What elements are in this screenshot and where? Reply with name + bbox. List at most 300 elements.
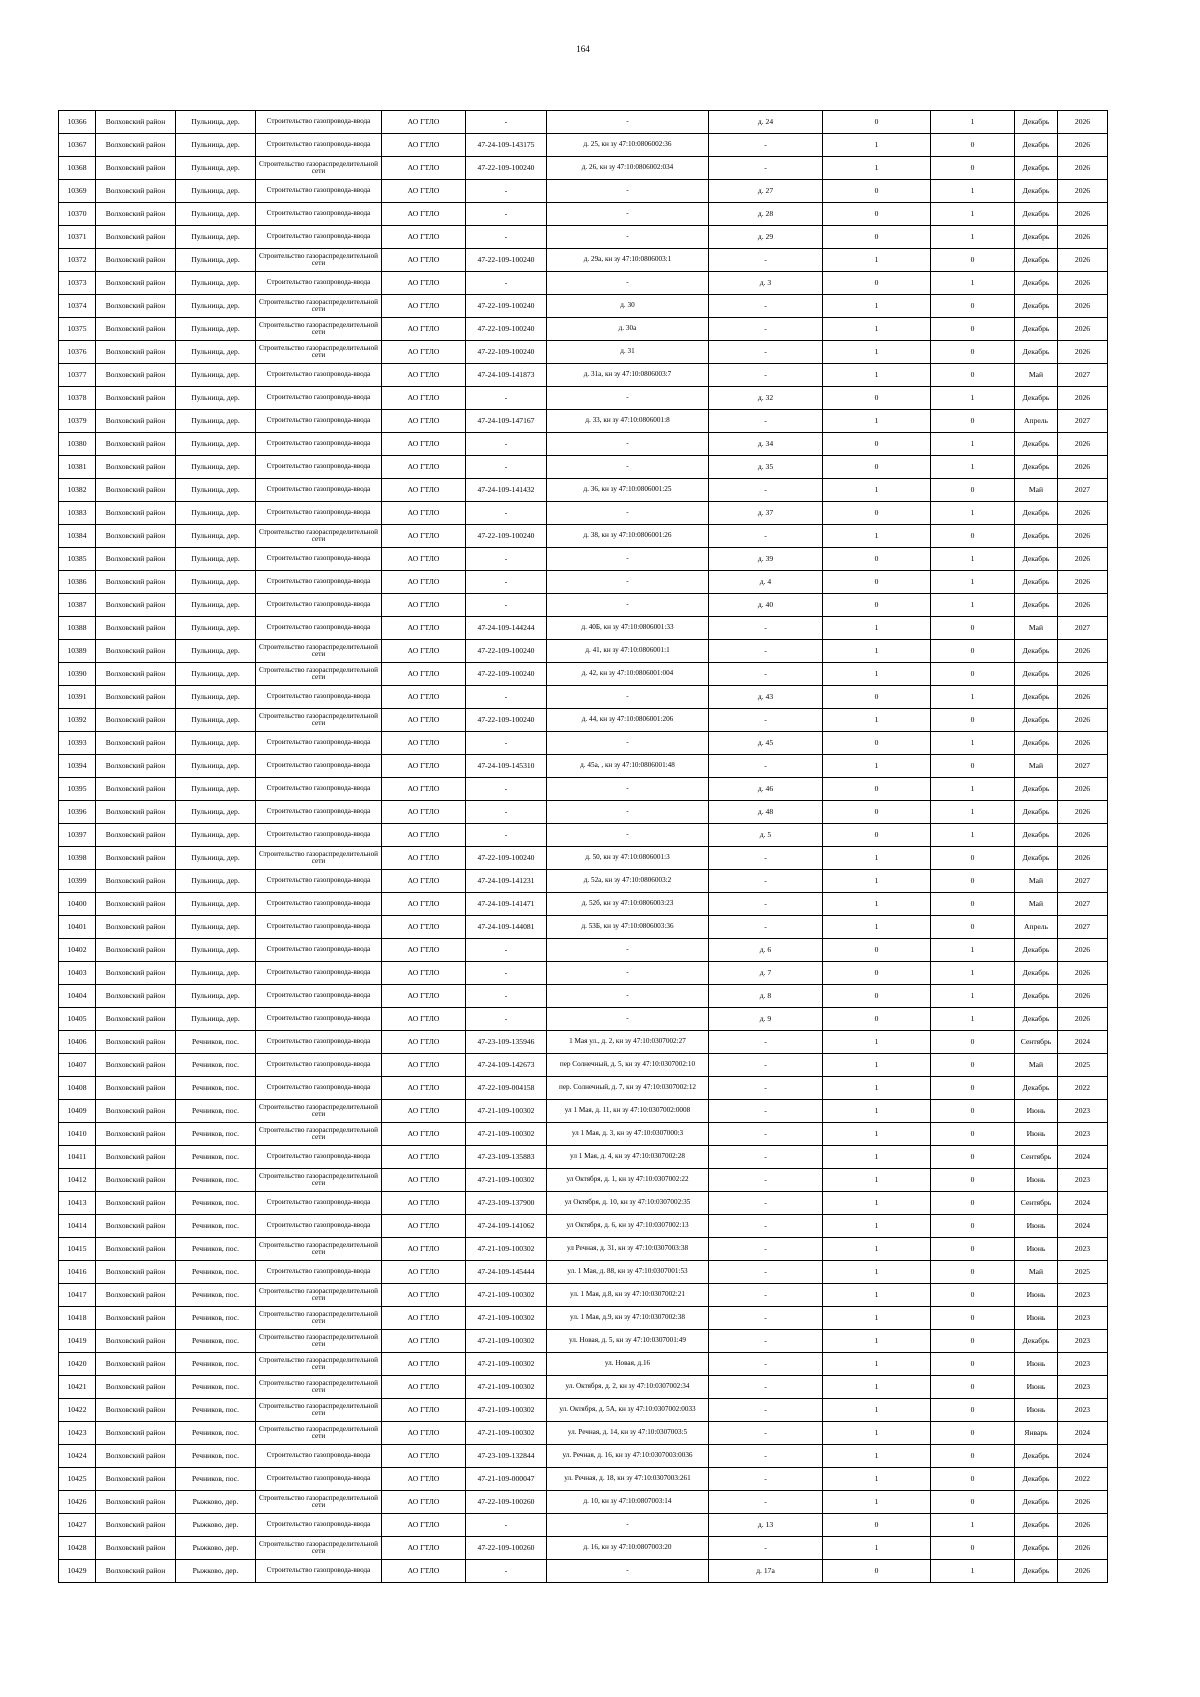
cell-qty-b: 1: [931, 272, 1015, 295]
cell-year: 2026: [1058, 709, 1108, 732]
cell-permit-number: 47-21-109-000047: [466, 1468, 547, 1491]
cell-district: Волховский район: [96, 1008, 176, 1031]
cell-qty-b: 0: [931, 663, 1015, 686]
cell-qty-a: 0: [823, 686, 931, 709]
cell-settlement: Речников, пос.: [176, 1284, 256, 1307]
cell-qty-b: 0: [931, 640, 1015, 663]
cell-contractor: АО ГТЛО: [382, 203, 466, 226]
cell-month: Декабрь: [1015, 272, 1058, 295]
cell-district: Волховский район: [96, 226, 176, 249]
cell-work-type: Строительство газораспределительной сети: [256, 1353, 382, 1376]
cell-house-number: д. 7: [709, 962, 823, 985]
cell-qty-b: 0: [931, 916, 1015, 939]
cell-year: 2026: [1058, 111, 1108, 134]
cell-qty-a: 1: [823, 1123, 931, 1146]
cell-qty-a: 1: [823, 318, 931, 341]
cell-year: 2026: [1058, 1514, 1108, 1537]
cell-year: 2026: [1058, 249, 1108, 272]
cell-settlement: Пульница, дер.: [176, 479, 256, 502]
table-row: [59, 617, 1108, 640]
cell-work-type: Строительство газопровода-ввода: [256, 778, 382, 801]
cell-qty-b: 0: [931, 249, 1015, 272]
cell-work-type: Строительство газопровода-ввода: [256, 1146, 382, 1169]
cell-month: Декабрь: [1015, 847, 1058, 870]
table-row: [59, 1192, 1108, 1215]
cell-permit-number: 47-22-109-100240: [466, 640, 547, 663]
cell-year: 2026: [1058, 433, 1108, 456]
cell-district: Волховский район: [96, 502, 176, 525]
cell-settlement: Рыжково, дер.: [176, 1560, 256, 1583]
cell-row-number: 10389: [59, 640, 96, 663]
cell-permit-number: 47-22-109-100260: [466, 1491, 547, 1514]
cell-permit-number: 47-21-109-100302: [466, 1422, 547, 1445]
cell-settlement: Речников, пос.: [176, 1376, 256, 1399]
cell-qty-b: 1: [931, 1514, 1015, 1537]
cell-qty-a: 1: [823, 1537, 931, 1560]
cell-house-number: -: [709, 1077, 823, 1100]
table-row: [59, 1537, 1108, 1560]
cell-address-cadastral: д. 31а, кн зу 47:10:0806003:7: [547, 364, 709, 387]
cell-year: 2026: [1058, 134, 1108, 157]
cell-contractor: АО ГТЛО: [382, 962, 466, 985]
cell-row-number: 10397: [59, 824, 96, 847]
cell-permit-number: 47-22-109-100240: [466, 295, 547, 318]
cell-month: Декабрь: [1015, 318, 1058, 341]
cell-permit-number: -: [466, 939, 547, 962]
cell-settlement: Пульница, дер.: [176, 893, 256, 916]
cell-settlement: Пульница, дер.: [176, 732, 256, 755]
cell-house-number: -: [709, 1284, 823, 1307]
cell-contractor: АО ГТЛО: [382, 1491, 466, 1514]
table-row: [59, 1238, 1108, 1261]
cell-address-cadastral: ул Октября, д. 6, кн зу 47:10:0307002:13: [547, 1215, 709, 1238]
cell-year: 2024: [1058, 1146, 1108, 1169]
cell-qty-b: 0: [931, 1077, 1015, 1100]
cell-row-number: 10375: [59, 318, 96, 341]
cell-house-number: д. 24: [709, 111, 823, 134]
cell-settlement: Пульница, дер.: [176, 962, 256, 985]
cell-month: Декабрь: [1015, 801, 1058, 824]
cell-permit-number: 47-21-109-100302: [466, 1330, 547, 1353]
cell-permit-number: 47-22-109-100240: [466, 249, 547, 272]
cell-month: Декабрь: [1015, 1077, 1058, 1100]
cell-settlement: Речников, пос.: [176, 1238, 256, 1261]
cell-house-number: -: [709, 893, 823, 916]
cell-contractor: АО ГТЛО: [382, 778, 466, 801]
cell-settlement: Пульница, дер.: [176, 686, 256, 709]
cell-permit-number: -: [466, 548, 547, 571]
cell-address-cadastral: д. 30: [547, 295, 709, 318]
cell-house-number: -: [709, 1261, 823, 1284]
cell-permit-number: 47-24-109-144244: [466, 617, 547, 640]
table-row: [59, 1100, 1108, 1123]
cell-permit-number: 47-21-109-100302: [466, 1284, 547, 1307]
cell-row-number: 10420: [59, 1353, 96, 1376]
cell-year: 2026: [1058, 663, 1108, 686]
cell-month: Декабрь: [1015, 686, 1058, 709]
cell-work-type: Строительство газопровода-ввода: [256, 893, 382, 916]
cell-year: 2027: [1058, 893, 1108, 916]
cell-work-type: Строительство газопровода-ввода: [256, 502, 382, 525]
cell-work-type: Строительство газораспределительной сети: [256, 1330, 382, 1353]
table-row: [59, 824, 1108, 847]
cell-qty-b: 0: [931, 1399, 1015, 1422]
cell-district: Волховский район: [96, 456, 176, 479]
cell-month: Декабрь: [1015, 1491, 1058, 1514]
cell-row-number: 10411: [59, 1146, 96, 1169]
cell-house-number: д. 34: [709, 433, 823, 456]
cell-qty-b: 1: [931, 548, 1015, 571]
cell-contractor: АО ГТЛО: [382, 111, 466, 134]
cell-house-number: д. 5: [709, 824, 823, 847]
cell-contractor: АО ГТЛО: [382, 410, 466, 433]
cell-qty-b: 0: [931, 1169, 1015, 1192]
cell-address-cadastral: д. 38, кн зу 47:10:0806001:26: [547, 525, 709, 548]
cell-district: Волховский район: [96, 525, 176, 548]
cell-month: Декабрь: [1015, 1008, 1058, 1031]
cell-year: 2026: [1058, 341, 1108, 364]
cell-month: Декабрь: [1015, 709, 1058, 732]
cell-row-number: 10417: [59, 1284, 96, 1307]
cell-house-number: д. 13: [709, 1514, 823, 1537]
cell-district: Волховский район: [96, 203, 176, 226]
cell-year: 2023: [1058, 1376, 1108, 1399]
cell-work-type: Строительство газопровода-ввода: [256, 479, 382, 502]
cell-qty-a: 1: [823, 525, 931, 548]
cell-year: 2022: [1058, 1468, 1108, 1491]
cell-qty-b: 1: [931, 433, 1015, 456]
cell-permit-number: -: [466, 1008, 547, 1031]
cell-district: Волховский район: [96, 1123, 176, 1146]
cell-contractor: АО ГТЛО: [382, 1215, 466, 1238]
cell-settlement: Рыжково, дер.: [176, 1491, 256, 1514]
table-row: [59, 847, 1108, 870]
cell-contractor: АО ГТЛО: [382, 1353, 466, 1376]
cell-permit-number: -: [466, 387, 547, 410]
cell-settlement: Пульница, дер.: [176, 364, 256, 387]
cell-permit-number: -: [466, 686, 547, 709]
cell-year: 2026: [1058, 502, 1108, 525]
cell-year: 2025: [1058, 1054, 1108, 1077]
cell-contractor: АО ГТЛО: [382, 364, 466, 387]
cell-qty-b: 0: [931, 479, 1015, 502]
table-row: [59, 1560, 1108, 1583]
cell-year: 2026: [1058, 387, 1108, 410]
cell-month: Июнь: [1015, 1215, 1058, 1238]
table-row: [59, 111, 1108, 134]
cell-row-number: 10424: [59, 1445, 96, 1468]
cell-row-number: 10418: [59, 1307, 96, 1330]
cell-qty-a: 1: [823, 1146, 931, 1169]
cell-qty-b: 0: [931, 1445, 1015, 1468]
cell-work-type: Строительство газопровода-ввода: [256, 456, 382, 479]
cell-row-number: 10412: [59, 1169, 96, 1192]
cell-settlement: Пульница, дер.: [176, 525, 256, 548]
cell-house-number: -: [709, 295, 823, 318]
cell-contractor: АО ГТЛО: [382, 1238, 466, 1261]
cell-house-number: д. 43: [709, 686, 823, 709]
table-row: [59, 1514, 1108, 1537]
cell-settlement: Пульница, дер.: [176, 870, 256, 893]
cell-settlement: Пульница, дер.: [176, 916, 256, 939]
cell-row-number: 10419: [59, 1330, 96, 1353]
cell-row-number: 10366: [59, 111, 96, 134]
cell-month: Июнь: [1015, 1238, 1058, 1261]
cell-settlement: Речников, пос.: [176, 1445, 256, 1468]
cell-settlement: Пульница, дер.: [176, 387, 256, 410]
table-row: [59, 203, 1108, 226]
cell-district: Волховский район: [96, 571, 176, 594]
cell-address-cadastral: д. 53Б, кн зу 47:10:0806003:36: [547, 916, 709, 939]
cell-district: Волховский район: [96, 1192, 176, 1215]
cell-permit-number: -: [466, 180, 547, 203]
table-row: [59, 272, 1108, 295]
cell-qty-b: 0: [931, 1468, 1015, 1491]
cell-contractor: АО ГТЛО: [382, 1261, 466, 1284]
cell-row-number: 10385: [59, 548, 96, 571]
cell-house-number: -: [709, 134, 823, 157]
cell-settlement: Речников, пос.: [176, 1054, 256, 1077]
cell-month: Июнь: [1015, 1100, 1058, 1123]
cell-settlement: Речников, пос.: [176, 1031, 256, 1054]
cell-permit-number: 47-21-109-100302: [466, 1100, 547, 1123]
cell-permit-number: 47-24-109-141471: [466, 893, 547, 916]
table-row: [59, 870, 1108, 893]
cell-work-type: Строительство газопровода-ввода: [256, 571, 382, 594]
cell-work-type: Строительство газораспределительной сети: [256, 1284, 382, 1307]
cell-permit-number: 47-22-109-100240: [466, 709, 547, 732]
cell-work-type: Строительство газопровода-ввода: [256, 433, 382, 456]
cell-settlement: Пульница, дер.: [176, 663, 256, 686]
cell-month: Май: [1015, 1261, 1058, 1284]
cell-address-cadastral: ул. Речная, д. 16, кн зу 47:10:0307003:0036: [547, 1445, 709, 1468]
cell-row-number: 10394: [59, 755, 96, 778]
cell-qty-a: 1: [823, 295, 931, 318]
table-row: [59, 1445, 1108, 1468]
cell-house-number: -: [709, 479, 823, 502]
cell-qty-a: 1: [823, 1031, 931, 1054]
cell-month: Декабрь: [1015, 433, 1058, 456]
table-body: [59, 111, 1108, 1583]
cell-address-cadastral: д. 33, кн зу 47:10:0806001:8: [547, 410, 709, 433]
cell-settlement: Пульница, дер.: [176, 341, 256, 364]
cell-qty-b: 1: [931, 502, 1015, 525]
cell-qty-b: 0: [931, 410, 1015, 433]
cell-contractor: АО ГТЛО: [382, 456, 466, 479]
cell-address-cadastral: -: [547, 939, 709, 962]
cell-permit-number: 47-24-109-144081: [466, 916, 547, 939]
cell-address-cadastral: -: [547, 1008, 709, 1031]
cell-qty-a: 1: [823, 1307, 931, 1330]
cell-year: 2026: [1058, 295, 1108, 318]
table-row: [59, 226, 1108, 249]
cell-qty-a: 0: [823, 732, 931, 755]
cell-address-cadastral: д. 50, кн зу 47:10:0806001:3: [547, 847, 709, 870]
cell-qty-b: 1: [931, 1008, 1015, 1031]
cell-contractor: АО ГТЛО: [382, 1123, 466, 1146]
table-row: [59, 1422, 1108, 1445]
cell-row-number: 10422: [59, 1399, 96, 1422]
cell-district: Волховский район: [96, 1537, 176, 1560]
cell-year: 2026: [1058, 203, 1108, 226]
cell-contractor: АО ГТЛО: [382, 341, 466, 364]
cell-qty-b: 1: [931, 226, 1015, 249]
table-row: [59, 893, 1108, 916]
cell-settlement: Пульница, дер.: [176, 111, 256, 134]
cell-house-number: -: [709, 1100, 823, 1123]
cell-qty-b: 0: [931, 364, 1015, 387]
cell-row-number: 10382: [59, 479, 96, 502]
cell-work-type: Строительство газораспределительной сети: [256, 1169, 382, 1192]
cell-house-number: -: [709, 1123, 823, 1146]
cell-qty-a: 1: [823, 1284, 931, 1307]
cell-row-number: 10406: [59, 1031, 96, 1054]
cell-row-number: 10428: [59, 1537, 96, 1560]
cell-settlement: Пульница, дер.: [176, 318, 256, 341]
table-row: [59, 157, 1108, 180]
cell-work-type: Строительство газораспределительной сети: [256, 318, 382, 341]
cell-contractor: АО ГТЛО: [382, 1192, 466, 1215]
cell-settlement: Рыжково, дер.: [176, 1514, 256, 1537]
cell-qty-a: 0: [823, 111, 931, 134]
table-row: [59, 663, 1108, 686]
cell-permit-number: -: [466, 502, 547, 525]
cell-year: 2023: [1058, 1307, 1108, 1330]
cell-settlement: Речников, пос.: [176, 1261, 256, 1284]
cell-year: 2023: [1058, 1169, 1108, 1192]
cell-row-number: 10414: [59, 1215, 96, 1238]
cell-contractor: АО ГТЛО: [382, 1146, 466, 1169]
table-row: [59, 1077, 1108, 1100]
cell-year: 2024: [1058, 1215, 1108, 1238]
cell-district: Волховский район: [96, 1307, 176, 1330]
cell-house-number: д. 35: [709, 456, 823, 479]
cell-permit-number: -: [466, 571, 547, 594]
cell-row-number: 10373: [59, 272, 96, 295]
cell-qty-a: 1: [823, 1238, 931, 1261]
cell-qty-a: 0: [823, 387, 931, 410]
cell-permit-number: -: [466, 962, 547, 985]
cell-work-type: Строительство газопровода-ввода: [256, 203, 382, 226]
cell-work-type: Строительство газораспределительной сети: [256, 295, 382, 318]
cell-house-number: -: [709, 1330, 823, 1353]
cell-month: Июнь: [1015, 1123, 1058, 1146]
table-row: [59, 1399, 1108, 1422]
cell-house-number: -: [709, 341, 823, 364]
cell-month: Декабрь: [1015, 157, 1058, 180]
cell-work-type: Строительство газораспределительной сети: [256, 1307, 382, 1330]
cell-year: 2026: [1058, 1560, 1108, 1583]
cell-year: 2026: [1058, 548, 1108, 571]
cell-house-number: д. 29: [709, 226, 823, 249]
cell-district: Волховский район: [96, 295, 176, 318]
cell-qty-b: 0: [931, 341, 1015, 364]
cell-address-cadastral: д. 10, кн зу 47:10:0807003:14: [547, 1491, 709, 1514]
cell-permit-number: 47-24-109-141432: [466, 479, 547, 502]
cell-settlement: Пульница, дер.: [176, 180, 256, 203]
cell-work-type: Строительство газораспределительной сети: [256, 1123, 382, 1146]
cell-address-cadastral: д. 29а, кн зу 47:10:0806003:1: [547, 249, 709, 272]
cell-contractor: АО ГТЛО: [382, 847, 466, 870]
cell-house-number: -: [709, 1054, 823, 1077]
cell-month: Декабрь: [1015, 939, 1058, 962]
cell-work-type: Строительство газопровода-ввода: [256, 387, 382, 410]
cell-month: Декабрь: [1015, 1514, 1058, 1537]
cell-district: Волховский район: [96, 985, 176, 1008]
cell-address-cadastral: -: [547, 180, 709, 203]
cell-district: Волховский район: [96, 1284, 176, 1307]
cell-work-type: Строительство газораспределительной сети: [256, 709, 382, 732]
cell-qty-a: 0: [823, 1008, 931, 1031]
cell-qty-b: 0: [931, 1031, 1015, 1054]
cell-work-type: Строительство газопровода-ввода: [256, 686, 382, 709]
cell-month: Декабрь: [1015, 180, 1058, 203]
cell-settlement: Пульница, дер.: [176, 203, 256, 226]
cell-contractor: АО ГТЛО: [382, 870, 466, 893]
cell-settlement: Пульница, дер.: [176, 594, 256, 617]
cell-settlement: Пульница, дер.: [176, 295, 256, 318]
cell-contractor: АО ГТЛО: [382, 548, 466, 571]
cell-row-number: 10416: [59, 1261, 96, 1284]
cell-work-type: Строительство газораспределительной сети: [256, 847, 382, 870]
cell-address-cadastral: д. 36, кн зу 47:10:0806001:25: [547, 479, 709, 502]
cell-district: Волховский район: [96, 387, 176, 410]
cell-settlement: Пульница, дер.: [176, 571, 256, 594]
cell-address-cadastral: -: [547, 111, 709, 134]
cell-row-number: 10384: [59, 525, 96, 548]
cell-contractor: АО ГТЛО: [382, 134, 466, 157]
cell-house-number: -: [709, 617, 823, 640]
cell-contractor: АО ГТЛО: [382, 318, 466, 341]
cell-house-number: -: [709, 847, 823, 870]
cell-qty-a: 0: [823, 203, 931, 226]
cell-qty-a: 1: [823, 1353, 931, 1376]
cell-row-number: 10381: [59, 456, 96, 479]
cell-address-cadastral: -: [547, 433, 709, 456]
cell-qty-a: 0: [823, 502, 931, 525]
cell-year: 2027: [1058, 916, 1108, 939]
cell-settlement: Речников, пос.: [176, 1422, 256, 1445]
table-row: [59, 295, 1108, 318]
cell-district: Волховский район: [96, 847, 176, 870]
cell-settlement: Пульница, дер.: [176, 640, 256, 663]
cell-month: Декабрь: [1015, 985, 1058, 1008]
cell-month: Декабрь: [1015, 548, 1058, 571]
cell-qty-b: 0: [931, 1054, 1015, 1077]
cell-district: Волховский район: [96, 1100, 176, 1123]
cell-qty-a: 0: [823, 985, 931, 1008]
cell-year: 2026: [1058, 157, 1108, 180]
cell-year: 2026: [1058, 801, 1108, 824]
table-row: [59, 778, 1108, 801]
cell-year: 2027: [1058, 755, 1108, 778]
cell-qty-b: 0: [931, 1307, 1015, 1330]
cell-house-number: д. 28: [709, 203, 823, 226]
cell-permit-number: -: [466, 111, 547, 134]
cell-row-number: 10383: [59, 502, 96, 525]
cell-work-type: Строительство газораспределительной сети: [256, 1537, 382, 1560]
cell-house-number: д. 17а: [709, 1560, 823, 1583]
cell-work-type: Строительство газопровода-ввода: [256, 272, 382, 295]
cell-work-type: Строительство газораспределительной сети: [256, 1100, 382, 1123]
cell-row-number: 10374: [59, 295, 96, 318]
cell-qty-a: 1: [823, 847, 931, 870]
cell-house-number: -: [709, 870, 823, 893]
cell-house-number: д. 3: [709, 272, 823, 295]
cell-house-number: -: [709, 1468, 823, 1491]
cell-month: Июнь: [1015, 1353, 1058, 1376]
cell-permit-number: 47-22-109-100240: [466, 525, 547, 548]
